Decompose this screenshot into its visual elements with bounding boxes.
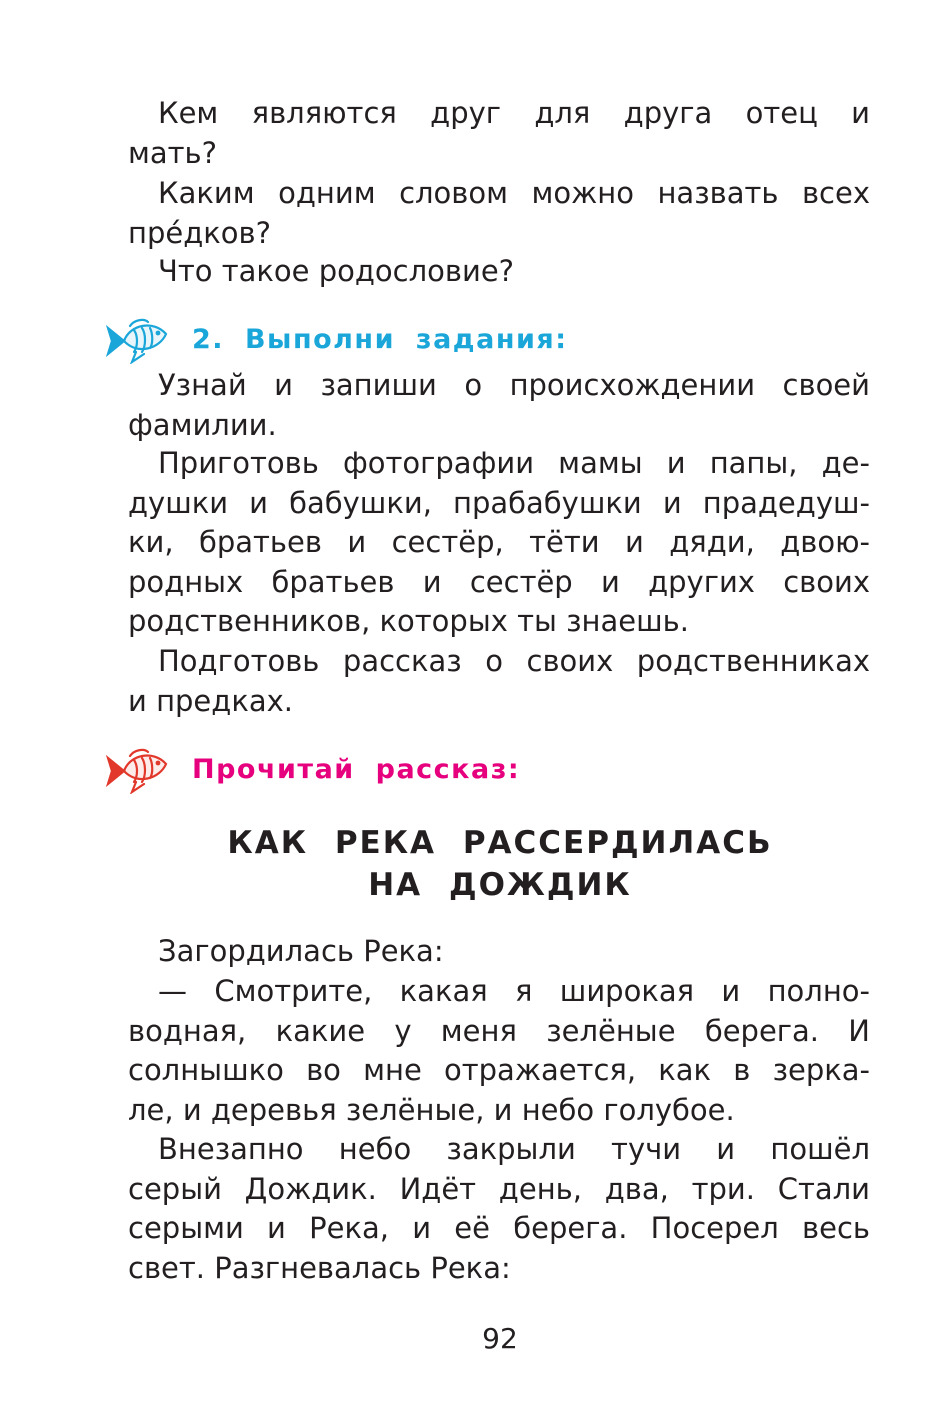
text-line: водная, какие у меня зелёные берега. И bbox=[128, 1013, 870, 1048]
text-line: родных братьев и сестёр и других своих bbox=[128, 564, 870, 599]
story-paragraph bbox=[128, 932, 870, 972]
fish-icon bbox=[104, 318, 170, 364]
story-title-line: НА ДОЖДИК bbox=[368, 867, 632, 903]
text-line: — Смотрите, какая я широкая и полно- bbox=[158, 974, 870, 1008]
text-line: солнышко во мне отражается, как в зерка- bbox=[128, 1053, 870, 1087]
text-line: пре́дков? bbox=[128, 215, 272, 250]
story-title bbox=[0, 822, 945, 906]
text-line: Подготовь рассказ о своих родственниках bbox=[158, 644, 870, 678]
story-title-line: КАК РЕКА РАССЕРДИЛАСЬ bbox=[227, 825, 773, 861]
questions-paragraph bbox=[128, 174, 870, 253]
task2-paragraph bbox=[128, 642, 870, 721]
task2-paragraph bbox=[128, 366, 870, 445]
text-line: Узнай и запиши о происхождении своей bbox=[158, 368, 870, 402]
fish-icon bbox=[104, 748, 170, 794]
text-line: ле, и деревья зелёные, и небо голубое. bbox=[128, 1092, 735, 1127]
text-line: Внезапно небо закрыли тучи и пошёл bbox=[158, 1132, 870, 1166]
questions-paragraph bbox=[128, 252, 870, 292]
questions-paragraph bbox=[128, 94, 870, 173]
text-line: родственников, которых ты знаешь. bbox=[128, 604, 689, 638]
task2-heading: 2. Выполни задания: bbox=[192, 324, 568, 355]
text-line: Приготовь фотографии мамы и папы, де- bbox=[158, 446, 870, 480]
text-line: и предках. bbox=[128, 683, 293, 718]
story-paragraph bbox=[128, 972, 870, 1130]
text-line: серый Дождик. Идёт день, два, три. Стали bbox=[128, 1171, 870, 1206]
text-line: свет. Разгневалась Река: bbox=[128, 1250, 511, 1285]
story-paragraph bbox=[128, 1130, 870, 1288]
text-line: фамилии. bbox=[128, 407, 277, 442]
text-line: Загордилась Река: bbox=[158, 934, 444, 968]
task2-paragraph bbox=[128, 444, 870, 642]
text-line: ки, братьев и сестёр, тёти и дяди, двою- bbox=[128, 525, 870, 559]
text-line: душки и бабушки, прабабушки и прадедуш- bbox=[128, 485, 870, 520]
read-heading: Прочитай рассказ: bbox=[192, 754, 521, 785]
text-line: Каким одним словом можно назвать всех bbox=[158, 176, 870, 210]
text-line: мать? bbox=[128, 135, 218, 170]
text-line: Что такое родословие? bbox=[158, 254, 515, 288]
text-line: серыми и Река, и её берега. Посерел весь bbox=[128, 1211, 870, 1245]
text-line: Кем являются друг для друга отец и bbox=[158, 96, 870, 130]
page-number: 92 bbox=[482, 1322, 518, 1355]
